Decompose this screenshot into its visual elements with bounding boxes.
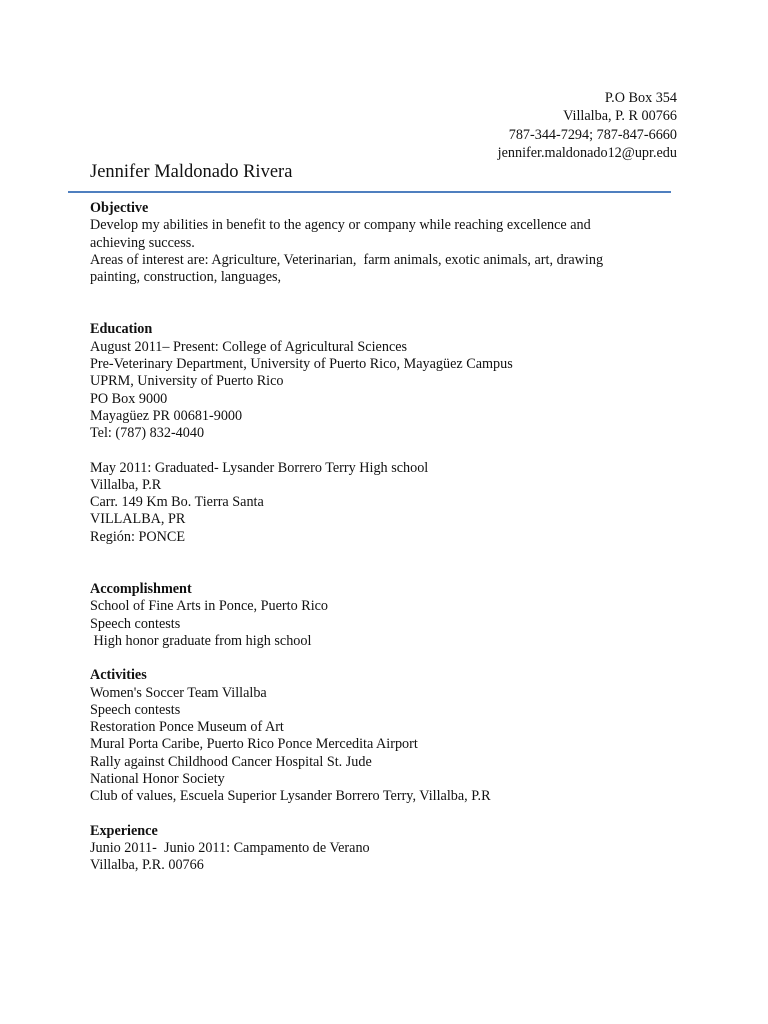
section-title-education: Education (90, 321, 153, 338)
education-line: Carr. 149 Km Bo. Tierra Santa (90, 494, 264, 511)
objective-line: achieving success. (90, 234, 195, 251)
activity-line: Rally against Childhood Cancer Hospital St. Jude (90, 753, 372, 770)
education-line: PO Box 9000 (90, 390, 168, 407)
section-spacer (90, 806, 670, 823)
education-line: August 2011– Present: College of Agricultural Sciences (90, 338, 408, 355)
accomplishment-line: Speech contests (90, 615, 181, 632)
experience-line: Villalba, P.R. 00766 (90, 857, 204, 874)
section-spacer (90, 286, 670, 321)
education-line: Pre-Veterinary Department, University of Puerto Rico, Mayagüez Campus (90, 356, 513, 373)
activity-line: Club of values, Escuela Superior Lysander Borrero Terry, Villalba, P.R (90, 788, 491, 805)
education-line: May 2011: Graduated- Lysander Borrero Terry High school (90, 459, 429, 476)
resume-body (90, 200, 670, 875)
header-divider (68, 191, 671, 193)
applicant-name: Jennifer Maldonado Rivera (90, 162, 293, 182)
section-spacer (90, 650, 670, 667)
address-phones: 787-344-7294; 787-847-6660 (508, 126, 677, 143)
activity-line: National Honor Society (90, 771, 225, 788)
activity-line: Mural Porta Caribe, Puerto Rico Ponce Mercedita Airport (90, 736, 418, 753)
education-line: Mayagüez PR 00681-9000 (90, 407, 243, 424)
objective-line: painting, construction, languages, (90, 269, 282, 286)
section-spacer (90, 546, 670, 581)
activity-line: Women's Soccer Team Villalba (90, 684, 267, 701)
section-title-experience: Experience (90, 822, 158, 839)
address-city: Villalba, P. R 00766 (563, 108, 677, 125)
accomplishment-line: High honor graduate from high school (90, 632, 312, 649)
section-title-objective: Objective (90, 200, 149, 216)
accomplishment-line: School of Fine Arts in Ponce, Puerto Rico (90, 598, 329, 615)
address-email: jennifer.maldonado12@upr.edu (497, 145, 677, 162)
experience-line: Junio 2011- Junio 2011: Campamento de Verano (90, 839, 370, 856)
address-po-box: P.O Box 354 (604, 90, 677, 106)
education-line: UPRM, University of Puerto Rico (90, 373, 284, 390)
activity-line: Restoration Ponce Museum of Art (90, 719, 284, 736)
activity-line: Speech contests (90, 701, 181, 718)
section-title-activities: Activities (90, 667, 147, 684)
education-line: VILLALBA, PR (90, 511, 186, 528)
section-title-accomplishment: Accomplishment (90, 581, 192, 598)
education-line: Región: PONCE (90, 528, 185, 545)
paragraph-spacer (90, 443, 670, 460)
education-line: Villalba, P.R (90, 476, 162, 493)
objective-line: Areas of interest are: Agriculture, Veterinarian, farm animals, exotic animals, art, drawing (90, 251, 604, 268)
contact-address-block (498, 89, 677, 163)
education-line: Tel: (787) 832-4040 (90, 425, 205, 442)
objective-line: Develop my abilities in benefit to the agency or company while reaching excellence and (90, 217, 591, 234)
